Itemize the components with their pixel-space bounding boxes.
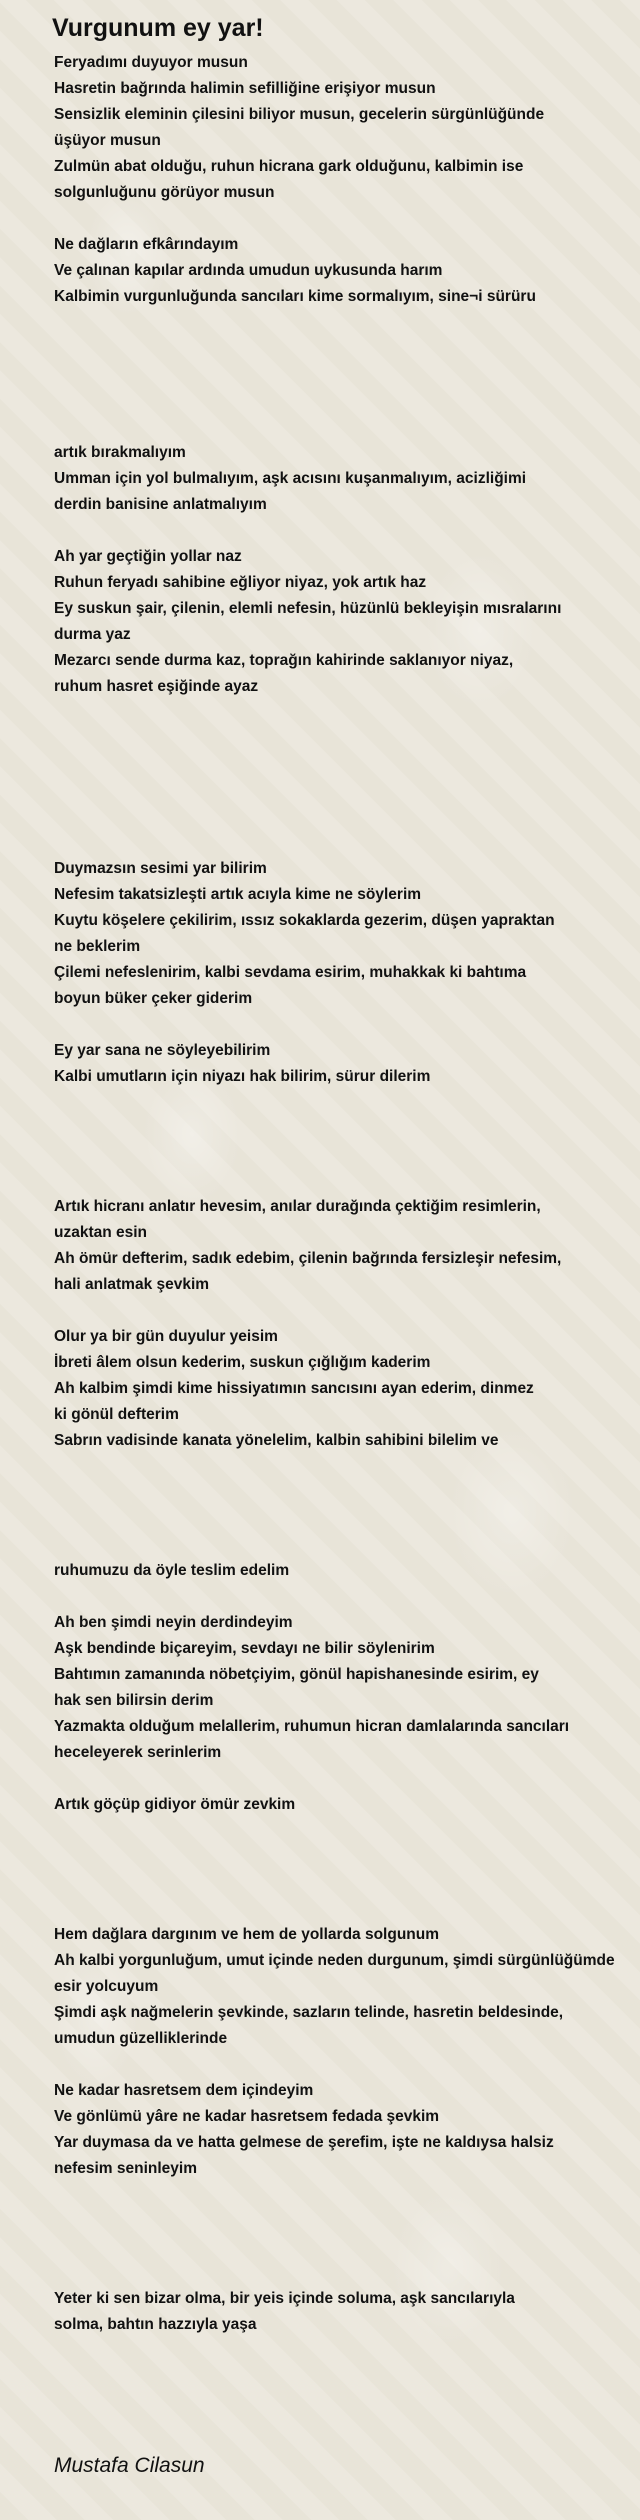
poem-line: Hasretin bağrında halimin sefilliğine erişiyor musun — [54, 80, 436, 97]
poem-line: Sabrın vadisinde kanata yönelelim, kalbin sahibini bilelim ve — [54, 1432, 499, 1449]
stanza — [54, 2286, 634, 2338]
poem-line: ki gönül defterim — [54, 1406, 179, 1423]
poem-line: Ey suskun şair, çilenin, elemli nefesin, hüzünlü bekleyişin mısralarını — [54, 600, 562, 617]
stanza — [54, 1194, 634, 1298]
poem-line: Ah ben şimdi neyin derdindeyim — [54, 1614, 293, 1631]
poem-line: Ah kalbi yorgunluğum, umut içinde neden durgunum, şimdi sürgünlüğümde — [54, 1952, 615, 1969]
poem-line: durma yaz — [54, 626, 131, 643]
stanza — [54, 232, 634, 310]
poem-line: Feryadımı duyuyor musun — [54, 54, 248, 71]
poem-line: Ey yar sana ne söyleyebilirim — [54, 1042, 271, 1059]
poem-line: Yeter ki sen bizar olma, bir yeis içinde soluma, aşk sancılarıyla — [54, 2290, 515, 2307]
poem-line: nefesim seninleyim — [54, 2160, 198, 2177]
poem-line: Ne dağların efkârındayım — [54, 236, 239, 253]
poem-line: Nefesim takatsizleşti artık acıyla kime ne söylerim — [54, 886, 422, 903]
poem-line: Umman için yol bulmalıyım, aşk acısını kuşanmalıyım, acizliğimi — [54, 470, 527, 487]
poem-line: Ah yar geçtiğin yollar naz — [54, 548, 242, 565]
stanza — [54, 1038, 634, 1090]
poem-line: ruhum hasret eşiğinde ayaz — [54, 678, 259, 695]
poem-line: hak sen bilirsin derim — [54, 1692, 214, 1709]
poem-line: solgunluğunu görüyor musun — [54, 184, 275, 201]
poem-line: ne beklerim — [54, 938, 141, 955]
poem-line: umudun güzelliklerinde — [54, 2030, 228, 2047]
poem-line: Ve gönlümü yâre ne kadar hasretsem fedada şevkim — [54, 2108, 440, 2125]
stanza-gap — [54, 2182, 634, 2286]
stanza — [54, 50, 634, 206]
stanza-gap — [54, 1090, 634, 1194]
poem-line: uzaktan esin — [54, 1224, 148, 1241]
poem-line: Yar duymasa da ve hatta gelmese de şerefim, işte ne kaldıysa halsiz — [54, 2134, 554, 2151]
poem-line: Sensizlik eleminin çilesini biliyor musun, gecelerin sürgünlüğünde — [54, 106, 545, 123]
poem-line: Mezarcı sende durma kaz, toprağın kahirinde saklanıyor niyaz, — [54, 652, 514, 669]
poem-line: Şimdi aşk nağmelerin şevkinde, sazların telinde, hasretin beldesinde, — [54, 2004, 564, 2021]
poem-line: Duymazsın sesimi yar bilirim — [54, 860, 267, 877]
stanza — [54, 856, 634, 1012]
poem-line: Zulmün abat olduğu, ruhun hicrana gark olduğunu, kalbimin ise — [54, 158, 524, 175]
poem-line: Artık hicranı anlatır hevesim, anılar durağında çektiğim resimlerin, — [54, 1198, 541, 1215]
stanza-gap — [54, 2052, 634, 2078]
stanza-gap — [54, 1584, 634, 1610]
poem-line: heceleyerek serinlerim — [54, 1744, 222, 1761]
poem-line: Ve çalınan kapılar ardında umudun uykusunda harım — [54, 262, 443, 279]
stanza — [54, 1922, 634, 2052]
stanza-gap — [54, 700, 634, 856]
poem-line: İbreti âlem olsun kederim, suskun çığlığım kaderim — [54, 1354, 431, 1371]
stanza — [54, 2078, 634, 2182]
poem-line: Ruhun feryadı sahibine eğliyor niyaz, yok artık haz — [54, 574, 427, 591]
poem-line: hali anlatmak şevkim — [54, 1276, 210, 1293]
poem-line: Bahtımın zamanında nöbetçiyim, gönül hapishanesinde esirim, ey — [54, 1666, 539, 1683]
stanza-gap — [54, 1766, 634, 1792]
stanza-gap — [54, 206, 634, 232]
poem-line: Kuytu köşelere çekilirim, ıssız sokaklarda gezerim, düşen yapraktan — [54, 912, 555, 929]
poem-line: Ah kalbim şimdi kime hissiyatımın sancısını ayan ederim, dinmez — [54, 1380, 534, 1397]
stanza — [54, 440, 634, 518]
stanza — [54, 544, 634, 700]
stanza-gap — [54, 1818, 634, 1922]
poem-line: esir yolcuyum — [54, 1978, 159, 1995]
poem-line: boyun büker çeker giderim — [54, 990, 253, 1007]
stanza-gap — [54, 310, 634, 440]
poem-line: Kalbimin vurgunluğunda sancıları kime sormalıyım, sine¬i sürüru — [54, 288, 536, 305]
poem-line: ruhumuzu da öyle teslim edelim — [54, 1562, 290, 1579]
stanza — [54, 1792, 634, 1818]
poem-author: Mustafa Cilasun — [54, 2454, 205, 2477]
poem-line: Kalbi umutların için niyazı hak bilirim, sürur dilerim — [54, 1068, 431, 1085]
poem-body — [54, 50, 634, 2338]
poem-line: Çilemi nefeslenirim, kalbi sevdama esirim, muhakkak ki bahtıma — [54, 964, 527, 981]
stanza-gap — [54, 1012, 634, 1038]
poem-line: Hem dağlara dargınım ve hem de yollarda solgunum — [54, 1926, 440, 1943]
poem-line: Aşk bendinde biçareyim, sevdayı ne bilir söylenirim — [54, 1640, 435, 1657]
poem-line: Ah ömür defterim, sadık edebim, çilenin bağrında fersizleşir nefesim, — [54, 1250, 562, 1267]
stanza-gap — [54, 1298, 634, 1324]
poem-line: solma, bahtın hazzıyla yaşa — [54, 2316, 257, 2333]
poem-line: Artık göçüp gidiyor ömür zevkim — [54, 1796, 296, 1813]
poem-line: artık bırakmalıyım — [54, 444, 186, 461]
stanza-gap — [54, 518, 634, 544]
stanza — [54, 1558, 634, 1584]
stanza-gap — [54, 1454, 634, 1558]
stanza — [54, 1324, 634, 1454]
poem-line: üşüyor musun — [54, 132, 161, 149]
poem-line: Yazmakta olduğum melallerim, ruhumun hicran damlalarında sancıları — [54, 1718, 570, 1735]
poem-line: derdin banisine anlatmalıyım — [54, 496, 267, 513]
stanza — [54, 1610, 634, 1766]
poem-title: Vurgunum ey yar! — [52, 14, 264, 42]
poem-line: Ne kadar hasretsem dem içindeyim — [54, 2082, 314, 2099]
poem-line: Olur ya bir gün duyulur yeisim — [54, 1328, 278, 1345]
